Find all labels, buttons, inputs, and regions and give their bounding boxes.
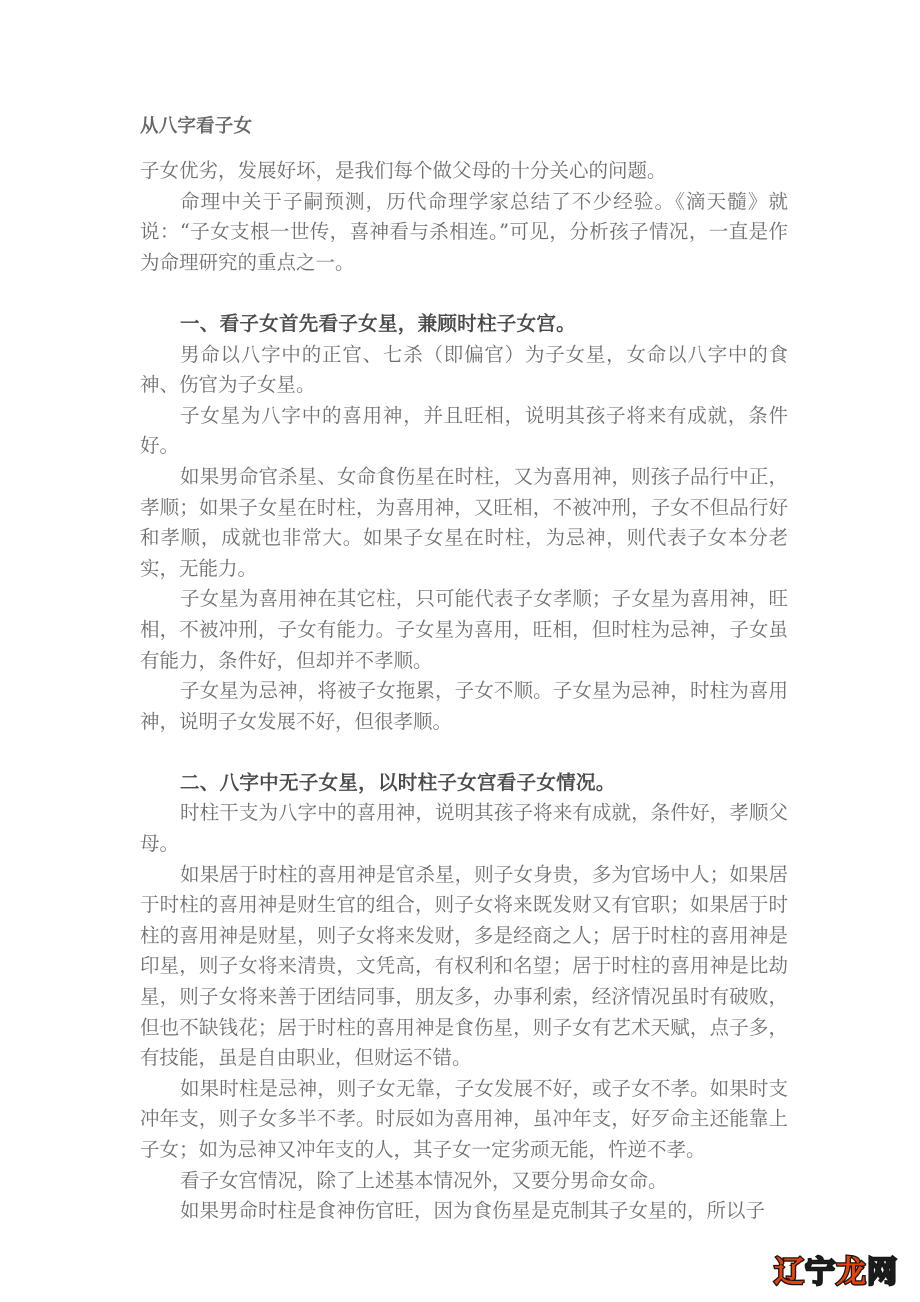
- body-paragraph: 命理中关于子嗣预测，历代命理学家总结了不少经验。《滴天髓》就说：“子女支根一世传，喜神看与杀相连。”可见，分析孩子情况，一直是作为命理研究的重点之一。: [140, 189, 788, 274]
- body-paragraph: 子女星为喜用神在其它柱，只可能代表子女孝顺；子女星为喜用神，旺相，不被冲刑，子女有能力。子女星为喜用，旺相，但时柱为忌神，子女虽有能力，条件好，但却并不孝顺。: [140, 587, 788, 672]
- paragraph-spacer: [140, 278, 788, 309]
- watermark-char-2: 宁: [805, 1255, 836, 1290]
- watermark-char-1: 辽: [774, 1255, 805, 1290]
- body-paragraph: 如果居于时柱的喜用神是官杀星，则子女身贵，多为官场中人；如果居于时柱的喜用神是财生官的组合，则子女将来既发财又有官职；如果居于时柱的喜用神是财星，则子女将来发财，多是经商之人；居于时柱的喜用神是印星，则子女将来清贵，文凭高，有权利和名望；居于时柱的喜用神是比劫星，则子女将来善于团结同事，朋友多，办事利索，经济情况虽时有破败，但也不缺钱花；居于时柱的喜用神是食伤星，则子女有艺术天赋，点子多，有技能，虽是自由职业，但财运不错。: [140, 862, 788, 1070]
- body-paragraph: 子女星为八字中的喜用神，并且旺相，说明其孩子将来有成就，条件好。: [140, 403, 788, 458]
- body-paragraph: 时柱干支为八字中的喜用神，说明其孩子将来有成就，条件好，孝顺父母。: [140, 801, 788, 856]
- watermark-char-3: 龙: [836, 1255, 867, 1290]
- page-title: 从八字看子女: [140, 116, 253, 137]
- body-paragraph: 如果男命官杀星、女命食伤星在时柱，又为喜用神，则孩子品行中正，孝顺；如果子女星在时柱，为喜用神，又旺相，不被冲刑，子女不但品行好和孝顺，成就也非常大。如果子女星在时柱，为忌神，则代表子女本分老实，无能力。: [140, 464, 788, 580]
- body-paragraph: 子女星为忌神，将被子女拖累，子女不顺。子女星为忌神，时柱为喜用神，说明子女发展不好，但很孝顺。: [140, 679, 788, 733]
- document-body: [140, 156, 788, 1227]
- body-paragraph: 如果时柱是忌神，则子女无靠，子女发展不好，或子女不孝。如果时支冲年支，则子女多半不孝。时辰如为喜用神，虽冲年支，好歹命主还能靠上子女；如为忌神又冲年支的人，其子女一定劣顽无能，忤逆不孝。: [140, 1076, 788, 1161]
- body-paragraph: 男命以八字中的正官、七杀（即偏官）为子女星，女命以八字中的食神、伤官为子女星。: [140, 342, 788, 397]
- body-paragraph: 如果男命时柱是食神伤官旺，因为食伤星是克制其子女星的，所以子: [179, 1199, 765, 1223]
- document-content: [140, 112, 788, 1227]
- body-paragraph: 看子女宫情况，除了上述基本情况外，又要分男命女命。: [179, 1168, 668, 1192]
- section-heading: 一、看子女首先看子女星，兼顾时柱子女宫。: [179, 311, 576, 335]
- section-heading: 二、八字中无子女星，以时柱子女宫看子女情况。: [179, 770, 616, 794]
- site-watermark: [774, 1255, 898, 1290]
- watermark-char-4: 网: [867, 1255, 898, 1290]
- body-paragraph: 子女优劣，发展好坏，是我们每个做父母的十分关心的问题。: [140, 159, 667, 182]
- paragraph-spacer: [140, 737, 788, 768]
